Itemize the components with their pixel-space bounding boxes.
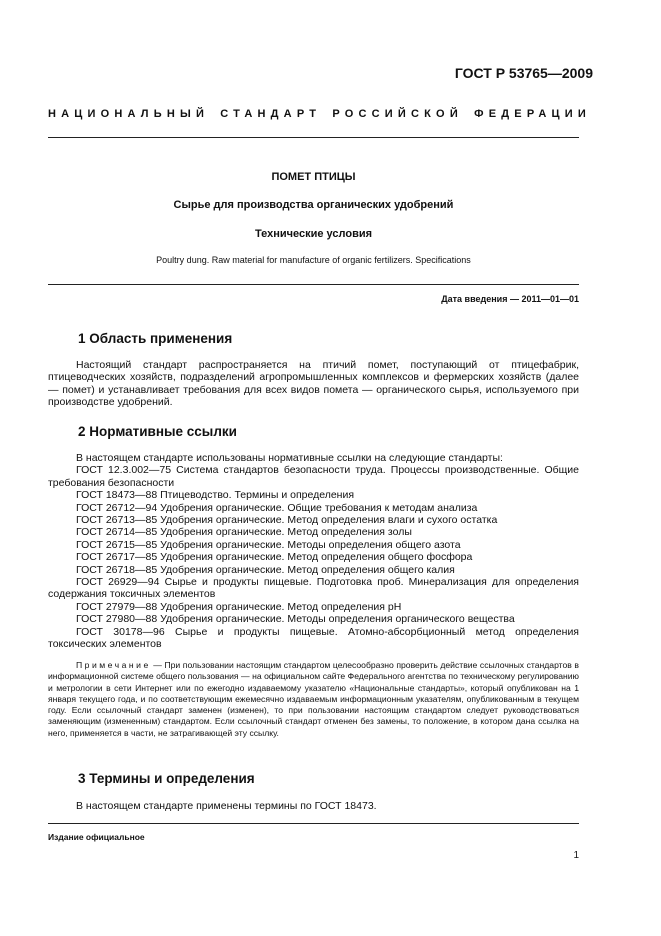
references-intro: В настоящем стандарте использованы нормативные ссылки на следующие стандарты: xyxy=(76,452,503,464)
document-conditions: Технические условия xyxy=(254,228,373,240)
reference-item: ГОСТ 26715—85 Удобрения органические. Методы определения общего азота xyxy=(76,538,461,551)
section-3-paragraph: В настоящем стандарте применены термины по ГОСТ 18473. xyxy=(76,800,377,812)
national-standard-banner: НАЦИОНАЛЬНЫЙ СТАНДАРТ РОССИЙСКОЙ ФЕДЕРАЦИИ xyxy=(48,108,591,120)
section-1-heading: 1 Область применения xyxy=(78,331,233,346)
reference-item: ГОСТ 30178—96 Сырье и продукты пищевые. Атомно-абсорбционный метод определения токсических элементов xyxy=(48,625,579,651)
english-title: Poultry dung. Raw material for manufacture of organic fertilizers. Specifications xyxy=(156,255,471,265)
reference-item: ГОСТ 26713—85 Удобрения органические. Метод определения влаги и сухого остатка xyxy=(76,514,498,527)
document-subtitle: Сырье для производства органических удобрений xyxy=(173,199,454,211)
note-label: Примечание xyxy=(76,660,151,670)
section-3-body xyxy=(48,800,579,812)
section-3-heading: 3 Термины и определения xyxy=(78,771,255,786)
document-title: ПОМЕТ ПТИЦЫ xyxy=(271,171,356,183)
introduction-date: Дата введения — 2011—01—01 xyxy=(441,294,579,304)
title-divider xyxy=(48,284,579,285)
section-1-body xyxy=(48,359,579,409)
note-text: — При пользовании настоящим стандартом целесообразно проверить действие ссылочных стандартов в информационной системе общего пользования — на официальном сайте Федерального агентства по техническому регулированию и метрологии в сети Интернет или по ежегодно издаваемому указателю «Национальные стандарты», который опубликован на 1 января текущего года, и по соответствующим ежемесячно издаваемым информационным указателям, опубликованным в текущем году. Если ссылочный стандарт заменен (изменен), то при пользовании настоящим стандартом следует руководствоваться заменяющим (измененным) стандартом. Если ссылочный стандарт отменен без замены, то положение, в котором дана ссылка на него, применяется в части, не затрагивающей эту ссылку. xyxy=(48,660,579,738)
references-list xyxy=(48,452,579,651)
section-1-paragraph: Настоящий стандарт распространяется на птичий помет, поступающий от птицефабрик, птицеводческих хозяйств, подразделений агропромышленных комплексов и фермерских хозяйств (далее — помет) и устанавливает требования для всех видов помета — органического сырья, используемого при производстве удобрений. xyxy=(48,359,579,409)
section-2-heading: 2 Нормативные ссылки xyxy=(78,424,237,439)
reference-item: ГОСТ 27980—88 Удобрения органические. Методы определения органического вещества xyxy=(76,613,515,626)
footer-divider xyxy=(48,823,579,824)
reference-item: ГОСТ 26714—85 Удобрения органические. Метод определения золы xyxy=(76,526,412,539)
official-edition-label: Издание официальное xyxy=(48,832,145,842)
standard-code: ГОСТ Р 53765—2009 xyxy=(454,65,593,81)
header-divider xyxy=(48,137,579,138)
reference-item: ГОСТ 26718—85 Удобрения органические. Метод определения общего калия xyxy=(76,563,455,576)
reference-item: ГОСТ 27979—88 Удобрения органические. Метод определения pH xyxy=(76,600,402,613)
reference-item: ГОСТ 26717—85 Удобрения органические. Метод определения общего фосфора xyxy=(76,551,473,564)
references-note xyxy=(48,660,579,739)
reference-item: ГОСТ 18473—88 Птицеводство. Термины и определения xyxy=(76,489,355,502)
reference-item: ГОСТ 12.3.002—75 Система стандартов безопасности труда. Процессы производственные. Общие требования безопасности xyxy=(48,464,579,489)
reference-item: ГОСТ 26929—94 Сырье и продукты пищевые. Подготовка проб. Минерализация для определения содержания токсичных элементов xyxy=(48,576,579,601)
reference-item: ГОСТ 26712—94 Удобрения органические. Общие требования к методам анализа xyxy=(76,501,478,514)
page-number: 1 xyxy=(573,850,579,861)
